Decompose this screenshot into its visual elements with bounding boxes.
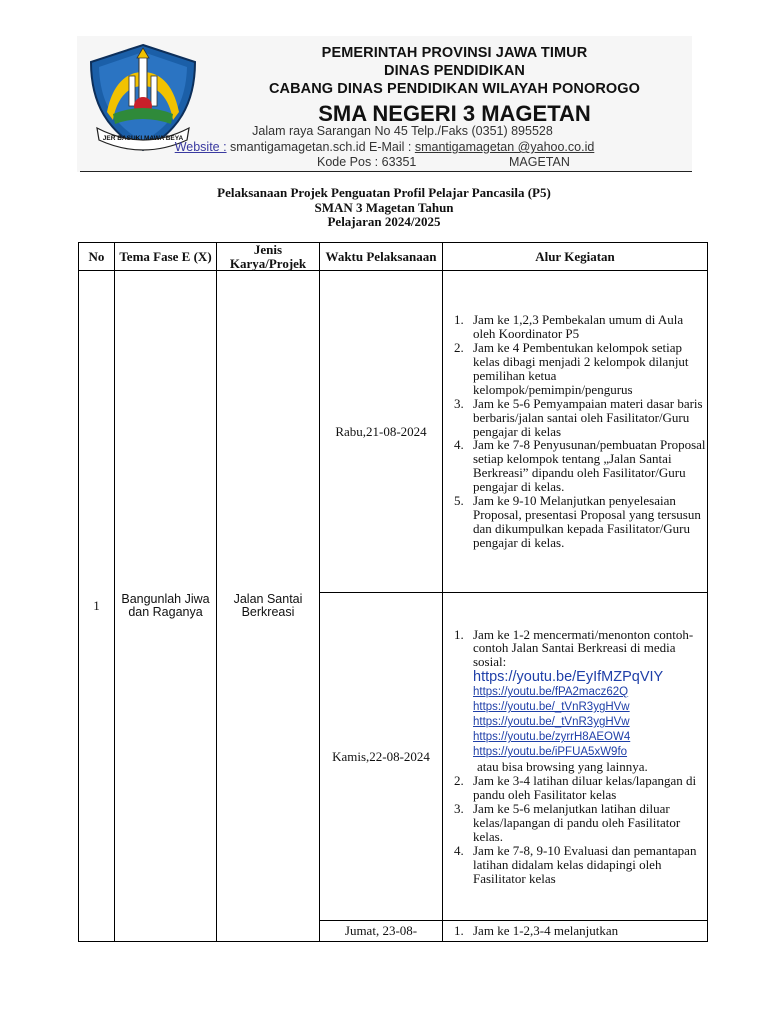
day-2-steps — [443, 628, 707, 886]
table-row — [79, 271, 708, 593]
header-no: No — [79, 243, 115, 271]
document-title — [0, 186, 768, 230]
header-tema: Tema Fase E (X) — [115, 243, 217, 271]
video-link[interactable]: https://youtu.be/_tVnR3ygHVw — [473, 701, 630, 714]
letterhead — [77, 36, 692, 172]
header-waktu: Waktu Pelaksanaan — [320, 243, 443, 271]
day-1-date: Rabu,21-08-2024 — [320, 271, 443, 593]
table-header-row — [79, 243, 708, 271]
row-jenis: Jalan Santai Berkreasi — [217, 271, 320, 942]
school-address: Jalam raya Sarangan No 45 Telp./Faks (0351) 895528 — [252, 124, 553, 138]
day-2-date: Kamis,22-08-2024 — [320, 593, 443, 921]
school-contact — [77, 140, 692, 154]
city-name: MAGETAN — [509, 155, 570, 169]
list-item: 2. Jam ke 4 Pembentukan kelompok setiap kelas dibagi menjadi 2 kelompok dilanjut pemilihan ketua kelompok/pemimpin/pengurus — [467, 341, 707, 397]
letterhead-government: PEMERINTAH PROVINSI JAWA TIMUR — [321, 45, 588, 61]
letterhead-divider — [80, 171, 692, 172]
day-1-steps — [443, 313, 707, 549]
logo-motto: JER BASUKI MAWA BEYA — [102, 135, 184, 142]
video-links — [473, 669, 707, 760]
letterhead-branch: CABANG DINAS PENDIDIKAN WILAYAH PONOROGO — [268, 81, 641, 97]
list-item — [467, 628, 707, 775]
list-item: 1. Jam ke 1-2,3-4 melanjutkan — [467, 924, 707, 938]
browse-note: atau bisa browsing yang lainnya. — [477, 759, 648, 775]
day-3-steps — [443, 924, 707, 938]
letterhead-department: DINAS PENDIDIKAN — [384, 63, 525, 79]
row-tema: Bangunlah Jiwa dan Raganya — [115, 271, 217, 942]
step-text: Jam ke 1-2 mencermati/menonton contoh-contoh Jalan Santai Berkreasi di media sosial: — [473, 626, 694, 670]
p5-schedule-table — [78, 242, 708, 942]
website-label: Website : — [174, 140, 227, 154]
list-item: 2. Jam ke 3-4 latihan diluar kelas/lapangan di pandu oleh Fasilitator kelas — [467, 774, 707, 802]
list-item: 4. Jam ke 7-8 Penyusunan/pembuatan Proposal setiap kelompok tentang „Jalan Santai Berkreasi” dipandu oleh Fasilitator/Guru pengajar di kelas. — [467, 438, 707, 494]
title-line-2: SMAN 3 Magetan Tahun — [314, 199, 454, 215]
list-item: 3. Jam ke 5-6 Pemyampaian materi dasar baris berbaris/jalan santai oleh Fasilitator/Guru pengajar di kelas — [467, 397, 707, 439]
postal-code: Kode Pos : 63351 — [317, 155, 417, 169]
title-line-3: Pelajaran 2024/2025 — [327, 214, 441, 229]
website-text: smantigamagetan.sch.id E-Mail : — [226, 140, 415, 154]
video-link[interactable]: https://youtu.be/EyIfMZPqVIY — [473, 669, 664, 686]
video-link[interactable]: https://youtu.be/zyrrH8AEOW4 — [473, 731, 631, 744]
list-item: 1. Jam ke 1,2,3 Pembekalan umum di Aula oleh Koordinator P5 — [467, 313, 707, 341]
video-link[interactable]: https://youtu.be/_tVnR3ygHVw — [473, 716, 630, 729]
video-link[interactable]: https://youtu.be/iPFUA5xW9fo — [473, 746, 628, 759]
list-item: 4. Jam ke 7-8, 9-10 Evaluasi dan pemantapan latihan didalam kelas didapingi oleh Fasilitator kelas — [467, 844, 707, 886]
day-3-date: Jumat, 23-08- — [320, 921, 443, 942]
list-item: 3. Jam ke 5-6 melanjutkan latihan diluar kelas/lapangan di pandu oleh Fasilitator kelas. — [467, 802, 707, 844]
row-number: 1 — [79, 271, 115, 942]
day-2-activities — [443, 593, 708, 921]
day-1-activities — [443, 271, 708, 593]
header-alur: Alur Kegiatan — [443, 243, 708, 271]
list-item: 5. Jam ke 9-10 Melanjutkan penyelesaian Proposal, presentasi Proposal yang tersusun dan dikumpulkan kepada Fasilitator/Guru pengajar di kelas. — [467, 494, 707, 550]
email-link[interactable]: smantigamagetan @yahoo.co.id — [414, 140, 595, 154]
title-line-1: Pelaksanaan Projek Penguatan Profil Pelajar Pancasila (P5) — [217, 185, 551, 200]
day-3-activities — [443, 921, 708, 942]
header-jenis: Jenis Karya/Projek — [217, 243, 320, 271]
letterhead-text — [217, 36, 692, 128]
school-name: SMA NEGERI 3 MAGETAN — [318, 101, 591, 126]
video-link[interactable]: https://youtu.be/fPA2macz62Q — [473, 686, 629, 699]
